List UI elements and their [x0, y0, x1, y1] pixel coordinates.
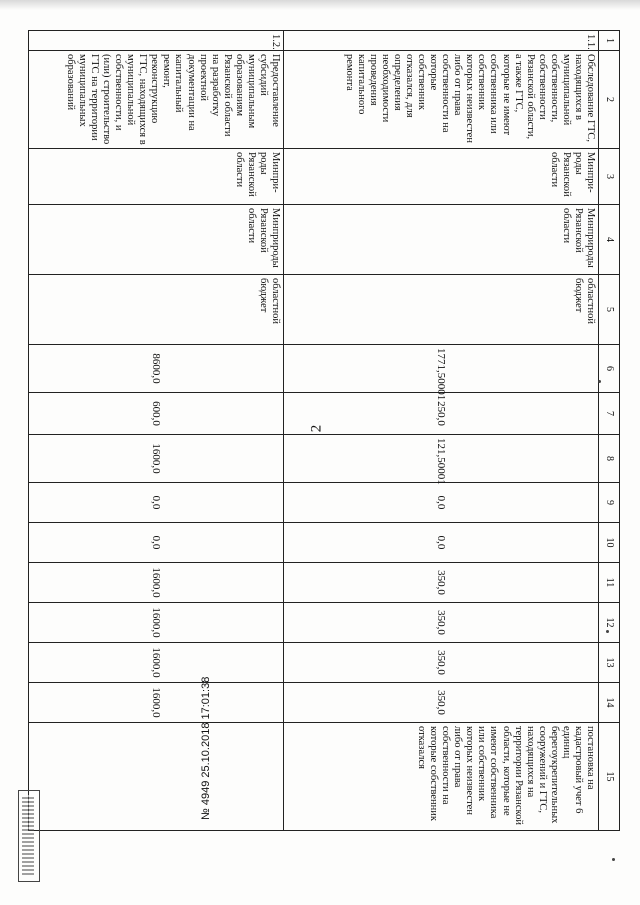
col-header: 9 [599, 483, 620, 523]
year-amount: 121,50001 [284, 435, 599, 483]
customer: Минприроды Рязанской области [29, 205, 284, 275]
print-timestamp: 25.10.2018 17:01:38 [200, 676, 212, 778]
total-amount: 1771,50001 [284, 345, 599, 393]
table-row [29, 31, 284, 831]
col-header: 5 [599, 275, 620, 345]
customer: Минприроды Рязанской области [284, 205, 599, 275]
row-number: 1.2. [29, 31, 284, 51]
table-row [284, 31, 599, 831]
year-amount: 600,0 [29, 393, 284, 435]
col-header: 8 [599, 435, 620, 483]
page-number: 2 [308, 424, 325, 433]
barcode-stamp [18, 790, 40, 882]
expected-result: постановка на кадастровый учет 6 единиц берегоукрепительных сооружений и ГТС, находящихся на территории Рязанской области, которые не имеют собственника или собственник которых неизвестен либо от права собственности на которые собственник отказался [284, 723, 599, 831]
col-header: 14 [599, 683, 620, 723]
scan-speck [606, 630, 609, 633]
row-number: 1.1. [284, 31, 599, 51]
year-amount: 0,0 [284, 523, 599, 563]
scan-edge-shadow [0, 0, 640, 10]
year-amount: 1600,0 [29, 563, 284, 603]
scan-speck [598, 380, 601, 383]
year-amount: 350,0 [284, 563, 599, 603]
col-header: 13 [599, 643, 620, 683]
year-amount: 1600,0 [29, 643, 284, 683]
year-amount: 350,0 [284, 683, 599, 723]
funding-source: областной бюджет [29, 275, 284, 345]
col-header: 7 [599, 393, 620, 435]
year-amount: 1600,0 [29, 603, 284, 643]
col-header: 3 [599, 149, 620, 205]
executor: Минпри-роды Рязанской области [29, 149, 284, 205]
col-header: 15 [599, 723, 620, 831]
activity-name: Предоставление субсидий муниципальным образованиям Рязанской области на разработку проектной документации на капитальный ремонт, реконструкцию ГТС, находящихся в муниципальной собственности, и (или) строительство ГТС на территории муниципальных образований [29, 51, 284, 149]
print-footer [200, 677, 212, 820]
funding-source: областной бюджет [284, 275, 599, 345]
col-header: 4 [599, 205, 620, 275]
year-amount: 350,0 [284, 643, 599, 683]
col-header: 2 [599, 51, 620, 149]
print-number: № 4949 [200, 780, 212, 820]
col-header: 1 [599, 31, 620, 51]
total-amount: 8600,0 [29, 345, 284, 393]
col-header: 6 [599, 345, 620, 393]
header-row [599, 31, 620, 831]
year-amount: 0,0 [29, 523, 284, 563]
year-amount: 0,0 [284, 483, 599, 523]
expected-result [29, 723, 284, 831]
col-header: 11 [599, 563, 620, 603]
year-amount: 0,0 [29, 483, 284, 523]
col-header: 10 [599, 523, 620, 563]
scan-speck [612, 858, 615, 861]
year-amount: 250,0 [284, 393, 599, 435]
year-amount: 350,0 [284, 603, 599, 643]
rotated-table-container [28, 30, 620, 830]
executor: Минпри-роды Рязанской области [284, 149, 599, 205]
col-header: 12 [599, 603, 620, 643]
year-amount: 1600,0 [29, 683, 284, 723]
year-amount: 1600,0 [29, 435, 284, 483]
program-table [28, 30, 620, 831]
activity-name: Обследование ГТС, находящихся в муниципальной собственности, собственности Рязанской области, а также ГТС, которые не имеют собственника или собственник которых неизвестен либо от права собственности на которые собственник отказался, для определения необходимости проведения капитального ремонта [284, 51, 599, 149]
